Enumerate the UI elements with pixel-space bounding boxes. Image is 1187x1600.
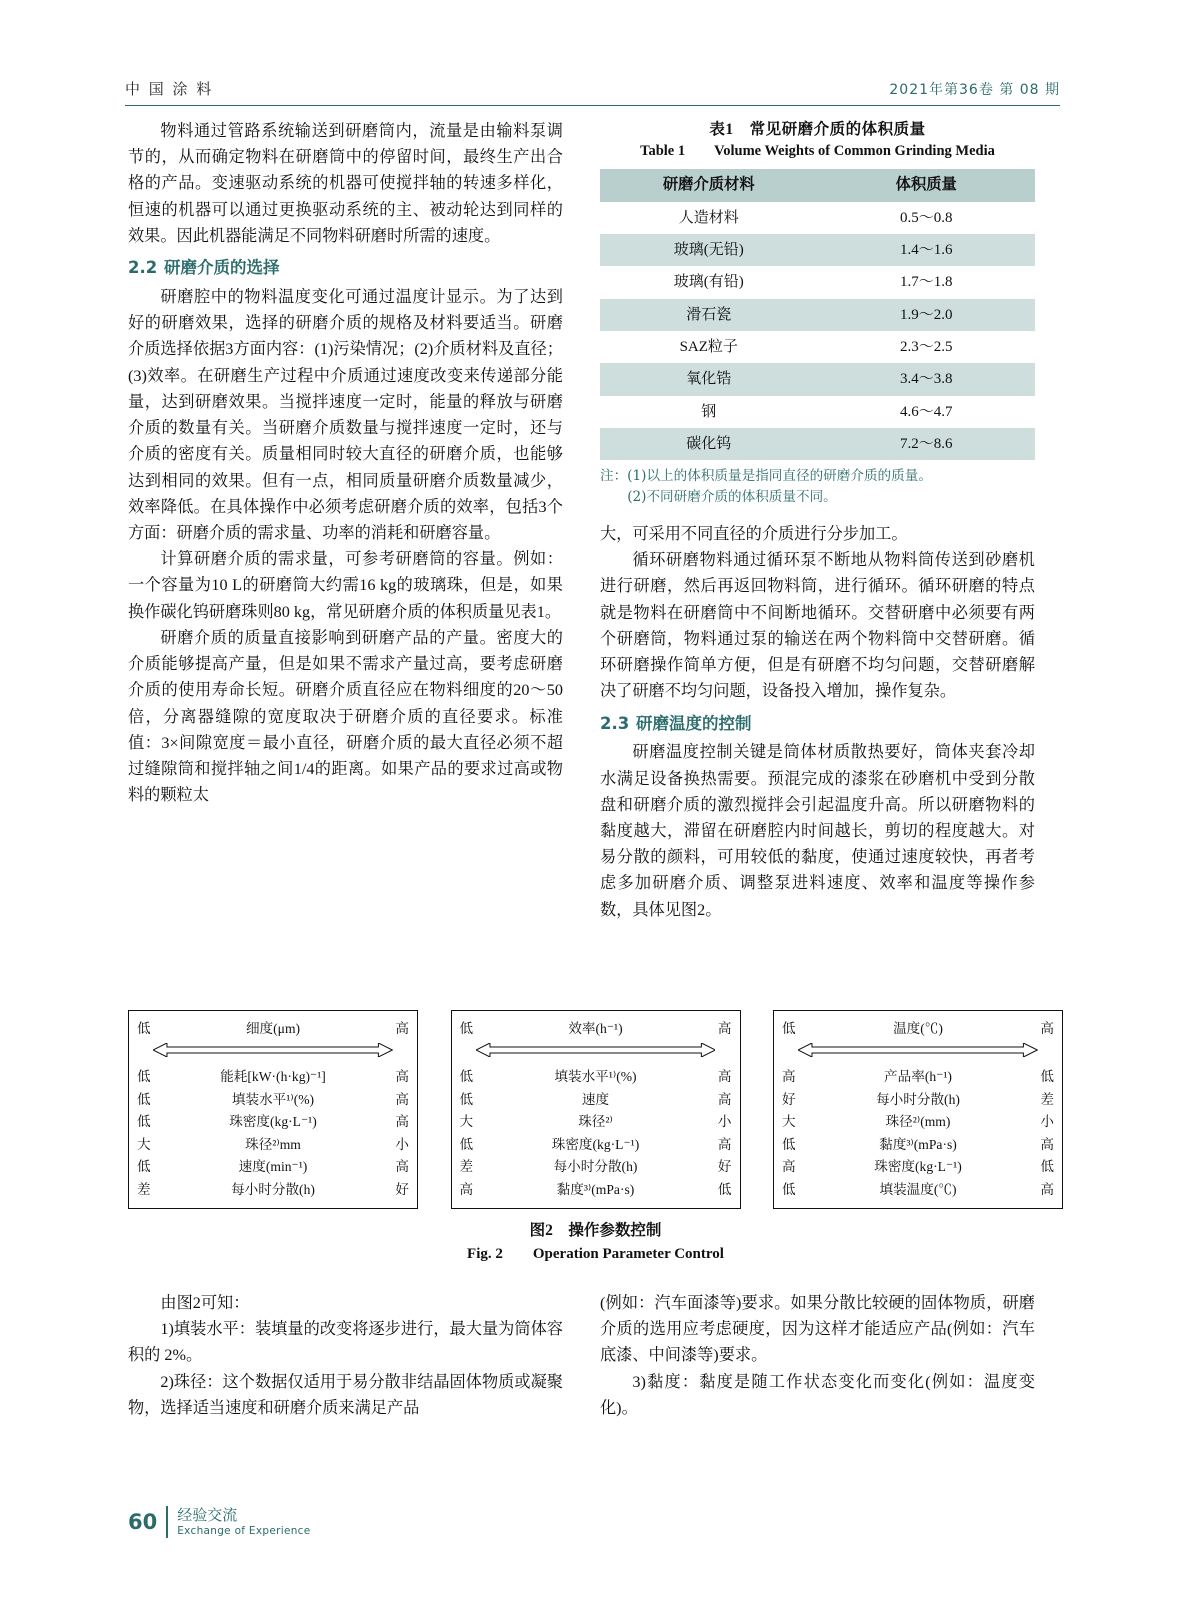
cell-weight: 1.7～1.8 [899,274,953,291]
table-caption-en: Table 1 Volume Weights of Common Grinding Media [640,143,995,160]
cell-weight: 2.3～2.5 [899,338,953,355]
double-arrow-icon [137,1043,409,1057]
cell-weight: 1.4～1.6 [899,242,953,259]
cell-weight: 7.2～8.6 [899,435,953,452]
row-label: 每小时分散(h) [231,1181,315,1197]
row-left: 低 [137,1114,151,1129]
paragraph: 3)黏度：黏度是随工作状态变化而变化(例如：温度变化)。 [600,1372,1035,1417]
table-row [600,363,1035,395]
row-label: 填装温度(℃) [879,1181,957,1197]
box-left-label: 低 [137,1021,151,1036]
section-title: 研磨介质的选择 [164,258,280,278]
row-left: 好 [782,1091,796,1107]
box-title: 温度(℃) [893,1021,943,1036]
figure-caption-en: Fig. 2 Operation Parameter Control [467,1246,724,1263]
row-right: 好 [395,1181,409,1197]
figure-box-fineness [128,1010,418,1209]
cell-weight: 1.9～2.0 [899,306,953,323]
row-label: 黏度³⁾(mPa·s) [556,1181,635,1197]
table-caption [600,118,1035,163]
cell-material: 钢 [701,403,717,420]
figure-caption-cn: 图2 操作参数控制 [529,1222,662,1239]
row-left: 大 [782,1114,796,1129]
right-column [600,118,1035,923]
row-left: 差 [459,1159,474,1174]
paragraph: 1)填装水平：装填量的改变将逐步进行，最大量为筒体容积的 2%。 [128,1320,563,1365]
row-right: 高 [395,1159,409,1174]
column-header-weight: 体积质量 [895,176,957,193]
box-right-label: 高 [717,1021,732,1036]
double-arrow-icon [460,1043,732,1057]
row-label: 珠密度(kg·L⁻¹) [551,1136,640,1152]
row-right: 高 [717,1069,732,1084]
table-note [600,466,1035,507]
row-left: 高 [782,1159,796,1174]
row-label: 速度(min⁻¹) [238,1159,308,1174]
paragraph: 2)珠径：这个数据仅适用于易分散非结晶固体物质或凝聚物，选择适当速度和研磨介质来满足产品 [128,1372,563,1417]
table-header-row [600,169,1035,202]
bottom-right-column [600,1290,1035,1421]
cell-material: 滑石瓷 [686,306,732,323]
row-right: 低 [1040,1069,1054,1084]
box-title: 细度(μm) [245,1021,301,1036]
box-right-label: 高 [395,1021,409,1036]
bottom-left-column [128,1290,563,1421]
row-right: 小 [717,1114,732,1129]
row-label: 珠密度(kg·L⁻¹) [229,1114,317,1129]
footer-section [177,1506,310,1538]
row-label: 产品率(h⁻¹) [884,1069,952,1084]
cell-material: SAZ粒子 [679,338,738,355]
section-title: 研磨温度的控制 [636,713,752,733]
table-note-line-1: 注：(1)以上的体积质量是指同直径的研磨介质的质量。 [600,468,932,485]
row-left: 低 [137,1069,151,1084]
grinding-media-table [600,169,1035,460]
row-left: 低 [459,1091,474,1107]
page-number: 60 [128,1510,158,1534]
row-right: 小 [395,1136,409,1152]
box-title: 效率(h⁻¹) [568,1021,623,1036]
section-heading-2-2 [128,255,563,282]
paragraph: 研磨温度控制关键是筒体材质散热要好，筒体夹套冷却水满足设备换热需要。预混完成的漆浆在砂磨机中受到分散盘和研磨介质的激烈搅拌会引起温度升高。所以研磨物料的黏度越大，滞留在研磨腔内时间越长，剪切的程度越大。对易分散的颜料，可用较低的黏度，使通过速度较快，再者考虑多加研磨介质、调整泵进料速度、效率和温度等操作参数，具体见图2。 [600,743,1035,919]
row-left: 低 [782,1136,796,1152]
table-note-line-2: (2)不同研磨介质的体积质量不同。 [627,488,837,505]
cell-material: 玻璃(无铅) [673,242,744,259]
table-row [600,428,1035,460]
row-left: 低 [459,1069,474,1084]
row-right: 低 [1040,1159,1054,1174]
row-right: 高 [395,1114,409,1129]
figure-box-temperature [773,1010,1063,1209]
paragraph: 物料通过管路系统输送到研磨筒内，流量是由输料泵调节的，从而确定物料在研磨筒中的停留时间，最终生产出合格的产品。变速驱动系统的机器可使搅拌轴的转速多样化，恒速的机器可以通过更换驱动系统的主、被动轮达到同样的效果。因此机器能满足不同物料研磨时所需的速度。 [128,122,563,245]
footer-divider [166,1506,168,1538]
row-left: 低 [459,1136,474,1152]
cell-material: 碳化钨 [686,435,732,452]
paragraph: 计算研磨介质的需求量，可参考研磨筒的容量。例如：一个容量为10 L的研磨筒大约需16 kg的玻璃珠，但是，如果换作碳化钨研磨珠则80 kg，常见研磨介质的体积质量见表1。 [128,550,563,621]
row-right: 差 [1040,1091,1054,1107]
paragraph: (例如：汽车面漆等)要求。如果分散比较硬的固体物质，研磨介质的选用应考虑硬度，因为这样才能适应产品(例如：汽车底漆、中间漆等)要求。 [600,1294,1035,1365]
box-right-label: 高 [1040,1021,1054,1036]
journal-name: 中 国 涂 料 [125,80,214,98]
cell-weight: 3.4～3.8 [899,371,953,388]
issue-info: 2021年第36卷 第 08 期 [889,82,1060,98]
paragraph: 循环研磨物料通过循环泵不断地从物料筒传送到砂磨机进行研磨，然后再返回物料筒，进行循环。循环研磨的特点就是物料在研磨筒中不间断地循环。交替研磨中必须要有两个研磨筒，物料通过泵的输送在两个物料筒中交替研磨。循环研磨操作简单方便，但是有研磨不均匀问题，交替研磨解决了研磨不均匀问题，设备投入增加，操作复杂。 [600,551,1035,701]
row-left: 低 [137,1091,151,1107]
cell-material: 氧化锆 [686,371,732,388]
row-right: 高 [395,1069,409,1084]
paragraph: 由图2可知： [160,1294,250,1312]
page-footer [128,1506,311,1538]
row-right: 高 [717,1091,732,1107]
figure-caption [128,1219,1063,1266]
paragraph: 大，可采用不同直径的介质进行分步加工。 [600,524,908,543]
row-label: 填装水平¹⁾(%) [554,1069,637,1084]
figure-box-efficiency [451,1010,741,1209]
row-left: 低 [137,1159,151,1174]
row-left: 高 [782,1069,796,1084]
box-left-label: 低 [782,1021,796,1036]
table-row [600,234,1035,266]
paragraph: 研磨介质的质量直接影响到研磨产品的产量。密度大的介质能够提高产量，但是如果不需求产量过高，要考虑研磨介质的使用寿命长短。研磨介质直径应在物料细度的20～50倍，分离器缝隙的宽度取决于研磨介质的直径要求。标准值：3×间隙宽度＝最小直径，研磨介质的最大直径必须不超过缝隙筒和搅拌轴之间1/4的距离。如果产品的要求过高或物料的颗粒太 [128,628,563,805]
section-number: 2.3 [600,713,630,733]
row-left: 大 [459,1114,474,1129]
cell-weight: 0.5～0.8 [899,209,953,226]
column-header-material: 研磨介质材料 [662,176,755,193]
page-header [125,78,1060,106]
table-row [600,331,1035,363]
row-left: 高 [459,1181,474,1197]
double-arrow-icon [782,1043,1054,1057]
row-right: 高 [1040,1136,1054,1152]
row-label: 速度 [581,1091,610,1107]
table-row [600,299,1035,331]
row-label: 珠径²⁾mm [245,1136,301,1152]
row-label: 珠密度(kg·L⁻¹) [874,1159,962,1174]
cell-weight: 4.6～4.7 [899,403,953,420]
row-label: 每小时分散(h) [876,1091,960,1107]
row-label: 填装水平¹⁾(%) [231,1091,315,1107]
section-number: 2.2 [128,258,158,278]
row-right: 高 [395,1091,409,1107]
box-left-label: 低 [459,1021,474,1036]
row-left: 差 [137,1181,151,1197]
table-row [600,202,1035,234]
cell-material: 玻璃(有铅) [673,274,744,291]
row-right: 好 [717,1159,732,1174]
row-left: 大 [137,1136,151,1152]
row-right: 低 [717,1181,732,1197]
row-left: 低 [782,1181,796,1197]
table-row [600,396,1035,428]
left-column [128,118,563,809]
cell-material: 人造材料 [678,209,739,226]
row-label: 能耗[kW·(h·kg)⁻¹] [220,1069,326,1084]
row-label: 黏度³⁾(mPa·s) [879,1136,957,1152]
row-label: 珠径²⁾(mm) [885,1114,951,1129]
table-caption-cn: 表1 常见研磨介质的体积质量 [709,121,926,138]
paragraph: 研磨腔中的物料温度变化可通过温度计显示。为了达到好的研磨效果，选择的研磨介质的规格及材料要适当。研磨介质选择依据3方面内容：(1)污染情况；(2)介质材料及直径；(3)效率。在研磨生产过程中介质通过速度改变来传递部分能量，达到研磨效果。当搅拌速度一定时，能量的释放与研磨介质的数量有关。当研磨介质数量与搅拌速度一定时，还与介质的密度有关。质量相同时较大直径的研磨介质，也能够达到相同的效果。但有一点，相同质量研磨介质数量减少，效率降低。在具体操作中必须考虑研磨介质的效率，包括3个方面：研磨介质的需求量、功率的消耗和研磨容量。 [128,287,563,542]
figure-2 [128,1010,1063,1266]
footer-section-cn: 经验交流 [177,1506,238,1525]
footer-section-en: Exchange of Experience [177,1524,311,1537]
row-right: 小 [1040,1114,1054,1129]
row-right: 高 [717,1136,732,1152]
table-row [600,266,1035,298]
section-heading-2-3 [600,711,1035,738]
row-right: 高 [1040,1181,1054,1197]
row-label: 每小时分散(h) [553,1159,638,1174]
row-label: 珠径²⁾ [578,1114,613,1129]
